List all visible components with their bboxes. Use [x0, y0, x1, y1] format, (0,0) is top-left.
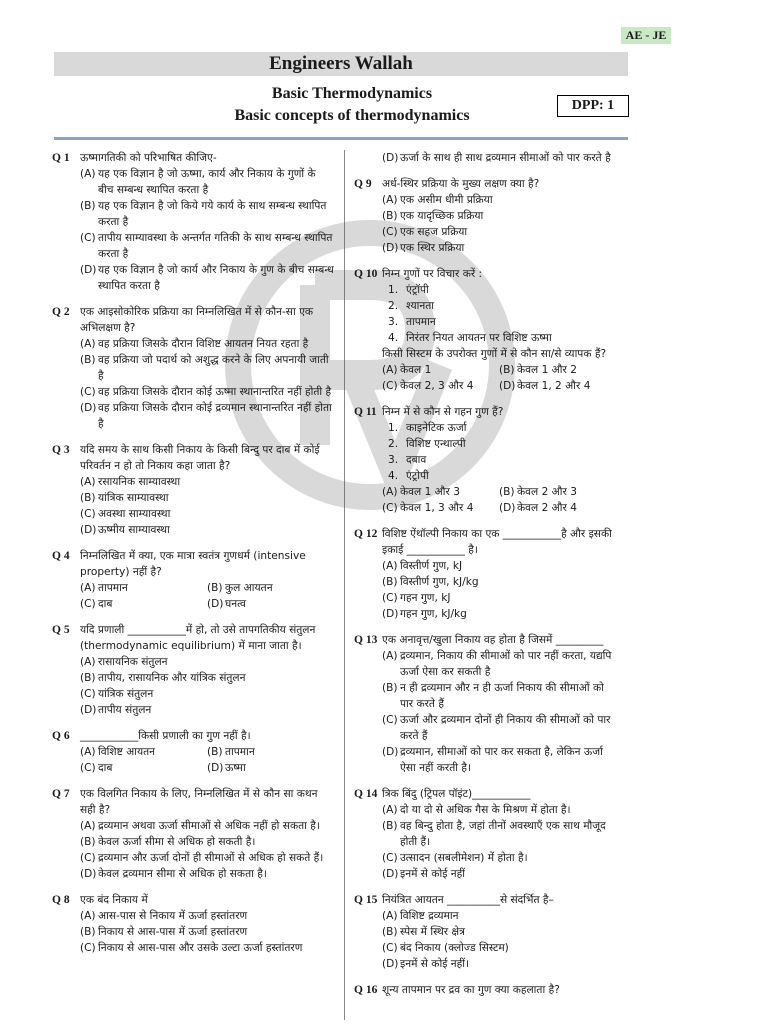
option-label: (C) — [382, 852, 398, 864]
option-label: (D) — [207, 598, 224, 610]
question-text: यदि समय के साथ किसी निकाय के किसी बिन्दु पर दाब में कोई परिवर्तन न हो तो निकाय कहा जाता है? — [80, 444, 320, 472]
option-b[interactable] — [52, 198, 334, 230]
option-label: (D) — [207, 762, 224, 774]
option-text: निकाय से आस-पास और उसके उल्टा ऊर्जा हस्तांतरण — [98, 942, 303, 954]
option-a[interactable] — [354, 648, 616, 680]
option-text: एक सहज प्रक्रिया — [400, 226, 468, 238]
item-text: विशिष्ट एन्थाल्पी — [406, 438, 466, 450]
option-label: (B) — [80, 672, 96, 684]
option-label: (D) — [80, 868, 97, 880]
option-d[interactable] — [207, 760, 334, 776]
item-number: 2. — [388, 438, 399, 450]
option-text: ऊष्मा — [225, 762, 246, 774]
option-text: केवल 1 और 3 — [400, 486, 460, 498]
option-row — [354, 484, 616, 500]
option-text: वह प्रक्रिया जिसके दौरान कोई ऊष्मा स्थानान्तरित नहीं होती है — [98, 386, 332, 398]
option-b[interactable] — [499, 484, 616, 500]
option-text: निकाय से आस-पास में ऊर्जा हस्तांतरण — [98, 926, 248, 938]
option-text: आस-पास से निकाय में ऊर्जा हस्तांतरण — [98, 910, 248, 922]
option-a[interactable] — [80, 744, 207, 760]
option-c[interactable] — [354, 940, 616, 956]
list-item — [354, 314, 616, 330]
option-text: न ही द्रव्यमान और न ही ऊर्जा निकाय की सीमाओं को पार करते हैं — [400, 682, 604, 710]
option-text: इनमें से कोई नहीं — [400, 868, 466, 880]
question-14 — [354, 786, 616, 882]
option-row — [354, 362, 616, 378]
option-text: यह एक विज्ञान है जो किये गये कार्य के साथ सम्बन्ध स्थापित करता है — [98, 200, 327, 228]
question-number: Q 7 — [52, 788, 70, 800]
option-a[interactable] — [354, 802, 616, 818]
option-label: (C) — [80, 688, 96, 700]
option-label: (A) — [382, 560, 398, 572]
item-number: 4. — [388, 470, 399, 482]
option-a[interactable] — [354, 908, 616, 924]
item-number: 3. — [388, 316, 399, 328]
option-a[interactable] — [52, 908, 334, 924]
option-text: यह एक विज्ञान है जो ऊष्मा, कार्य और निकाय के गुणों के बीच सम्बन्ध स्थापित करता है — [98, 168, 316, 196]
option-label: (D) — [80, 704, 97, 716]
question-6 — [52, 728, 334, 776]
option-b[interactable] — [354, 680, 616, 712]
question-number: Q 12 — [354, 528, 378, 540]
option-text: वह प्रक्रिया जिसके दौरान कोई द्रव्यमान स्थानान्तरित नहीं होता है — [98, 402, 332, 430]
question-13 — [354, 632, 616, 776]
option-label: (A) — [80, 746, 96, 758]
question-number: Q 15 — [354, 894, 378, 906]
option-label: (A) — [80, 820, 96, 832]
option-a[interactable] — [52, 166, 334, 198]
option-text: केवल ऊर्जा सीमा से अधिक हो सकती है। — [98, 836, 256, 848]
option-b[interactable] — [354, 924, 616, 940]
option-d[interactable] — [354, 866, 616, 882]
option-label: (C) — [80, 942, 96, 954]
option-text: ऊर्जा और द्रव्यमान दोनों ही निकाय की सीमाओं को पार करते हैं — [400, 714, 611, 742]
option-a[interactable] — [52, 654, 334, 670]
item-text: तापमान — [406, 316, 436, 328]
option-label: (D) — [382, 868, 399, 880]
topic-title: Basic concepts of thermodynamics — [234, 107, 470, 124]
question-text: एक बंद निकाय में — [80, 894, 148, 906]
option-text: केवल 2 और 4 — [517, 502, 577, 514]
option-c[interactable] — [80, 760, 207, 776]
list-item — [354, 330, 616, 346]
option-label: (A) — [382, 650, 398, 662]
option-label: (B) — [80, 354, 96, 366]
question-number: Q 4 — [52, 550, 70, 562]
question-number: Q 14 — [354, 788, 378, 800]
option-d[interactable] — [52, 400, 334, 432]
option-label: (B) — [499, 364, 515, 376]
option-c[interactable] — [354, 850, 616, 866]
subject-title: Basic Thermodynamics — [271, 85, 433, 102]
question-10 — [354, 266, 616, 394]
question-text: निम्नलिखित में क्या, एक मात्रा स्वतंत्र गुणधर्म (intensive property) नहीं है? — [80, 550, 306, 578]
question-4 — [52, 548, 334, 612]
question-16 — [354, 982, 616, 998]
option-label: (C) — [382, 592, 398, 604]
option-text: गहन गुण, kJ/kg — [400, 608, 467, 620]
option-label: (A) — [80, 910, 96, 922]
option-row — [52, 760, 334, 776]
option-d[interactable] — [52, 522, 334, 538]
option-label: (C) — [382, 502, 398, 514]
question-2 — [52, 304, 334, 432]
question-text-2: किसी सिस्टम के उपरोक्त गुणों में से कौन सा/से व्यापक हैं? — [382, 348, 607, 360]
option-c[interactable] — [52, 850, 334, 866]
option-label: (C) — [80, 852, 96, 864]
option-text: ऊष्मीय साम्यावस्था — [98, 524, 170, 536]
option-label: (A) — [80, 338, 96, 350]
option-b[interactable] — [52, 352, 334, 384]
option-text: केवल 2 और 3 — [517, 486, 577, 498]
option-label: (B) — [207, 746, 223, 758]
option-d[interactable] — [354, 240, 616, 256]
option-c[interactable] — [52, 940, 334, 956]
option-label: (C) — [382, 714, 398, 726]
question-number: Q 6 — [52, 730, 70, 742]
option-a[interactable] — [52, 474, 334, 490]
question-text: एक अनावृत्त/खुला निकाय वह होता है जिसमें _________ — [382, 634, 604, 646]
item-text: एंट्रोपी — [406, 470, 429, 482]
option-label: (C) — [80, 508, 96, 520]
option-text: रसायनिक साम्यावस्था — [98, 476, 181, 488]
option-label: (A) — [382, 804, 398, 816]
question-7 — [52, 786, 334, 882]
list-item — [354, 298, 616, 314]
option-b[interactable] — [52, 670, 334, 686]
option-c[interactable] — [52, 384, 334, 400]
option-label: (A) — [382, 364, 398, 376]
option-text: यह एक विज्ञान है जो कार्य और निकाय के गुण के बीच सम्बन्ध स्थापित करता है — [98, 264, 334, 292]
option-label: (B) — [382, 926, 398, 938]
option-text: एक यादृच्छिक प्रक्रिया — [400, 210, 484, 222]
option-row — [354, 500, 616, 516]
item-text: एंट्रॉपी — [406, 284, 429, 296]
question-3 — [52, 442, 334, 538]
option-label: (B) — [80, 926, 96, 938]
option-text: तापीय संतुलन — [98, 704, 152, 716]
question-text: नियंत्रित आयतन __________से संदर्भित है– — [382, 894, 554, 906]
option-row — [354, 378, 616, 394]
option-label: (B) — [382, 576, 398, 588]
question-number: Q 5 — [52, 624, 70, 636]
option-c[interactable] — [52, 686, 334, 702]
option-a[interactable] — [382, 362, 499, 378]
option-label: (B) — [80, 492, 96, 504]
option-text: तापीय साम्यावस्था के अन्तर्गत गतिकी के साथ सम्बन्ध स्थापित करता है — [98, 232, 333, 260]
option-label: (B) — [499, 486, 515, 498]
option-text: विशिष्ट द्रव्यमान — [400, 910, 459, 922]
item-number: 1. — [388, 284, 399, 296]
item-number: 4. — [388, 332, 399, 344]
option-label: (B) — [382, 682, 398, 694]
option-a[interactable] — [354, 192, 616, 208]
question-12 — [354, 526, 616, 622]
option-b[interactable] — [52, 834, 334, 850]
option-a[interactable] — [354, 558, 616, 574]
option-d[interactable] — [52, 702, 334, 718]
option-label: (C) — [80, 232, 96, 244]
question-8 — [52, 892, 334, 956]
option-label: (C) — [80, 386, 96, 398]
option-row — [52, 580, 334, 596]
option-text: केवल 2, 3 और 4 — [400, 380, 474, 392]
question-number: Q 2 — [52, 306, 70, 318]
option-b[interactable] — [354, 818, 616, 850]
option-text: अवस्था साम्यावस्था — [98, 508, 171, 520]
option-c[interactable] — [354, 590, 616, 606]
item-number: 1. — [388, 422, 399, 434]
question-number: Q 9 — [354, 178, 372, 190]
question-text: ऊष्मागतिकी को परिभाषित कीजिए- — [80, 152, 217, 164]
option-b[interactable] — [354, 208, 616, 224]
option-text: वह बिन्दु होता है, जहां तीनों अवस्थाएँ एक साथ मौजूद होती हैं। — [400, 820, 606, 848]
question-text: निम्न गुणों पर विचार करें : — [382, 268, 483, 280]
question-text: त्रिक बिंदु (ट्रिपल पॉइंट)___________ — [382, 788, 531, 800]
exam-tag: AE - JE — [621, 27, 671, 44]
option-label: (A) — [80, 656, 96, 668]
option-label: (D) — [80, 264, 97, 276]
option-a[interactable] — [382, 484, 499, 500]
question-number: Q 16 — [354, 984, 378, 996]
option-text: विस्तीर्ण गुण, kJ — [400, 560, 463, 572]
option-text: केवल 1, 2 और 4 — [517, 380, 591, 392]
question-text: विशिष्ट ऐंथॉल्पी निकाय का एक ___________है और इसकी इकाई ___________ है। — [382, 528, 612, 556]
option-text: इनमें से कोई नहीं। — [400, 958, 470, 970]
option-text: यांत्रिक साम्यावस्था — [98, 492, 169, 504]
option-b[interactable] — [52, 490, 334, 506]
question-text: यदि प्रणाली ___________में हो, तो उसे तापगतिकीय संतुलन (thermodynamic equilibrium) में माना जाता है। — [80, 624, 316, 652]
option-c[interactable] — [354, 712, 616, 744]
option-text: द्रव्यमान, निकाय की सीमाओं को पार नहीं करता, यद्यपि ऊर्जा ऐसा कर सकती है — [400, 650, 612, 678]
option-text: केवल 1 — [400, 364, 432, 376]
option-label: (B) — [382, 210, 398, 222]
list-item — [354, 436, 616, 452]
option-label: (D) — [382, 242, 399, 254]
option-c[interactable] — [382, 500, 499, 516]
option-label: (D) — [80, 402, 97, 414]
option-c[interactable] — [52, 506, 334, 522]
option-label: (D) — [80, 524, 97, 536]
item-text: श्यानता — [406, 300, 435, 312]
option-d[interactable] — [207, 596, 334, 612]
question-number: Q 8 — [52, 894, 70, 906]
option-text: विशिष्ट आयतन — [98, 746, 156, 758]
question-11 — [354, 404, 616, 516]
question-text: शून्य तापमान पर द्रव का गुण क्या कहलाता है? — [382, 984, 560, 996]
option-row — [52, 596, 334, 612]
question-text: एक विलगित निकाय के लिए, निम्नलिखित में से कौन सा कथन सही है? — [80, 788, 318, 816]
option-d[interactable] — [354, 150, 616, 166]
option-a[interactable] — [52, 818, 334, 834]
option-d[interactable] — [52, 262, 334, 294]
option-label: (B) — [80, 200, 96, 212]
option-b[interactable] — [207, 580, 334, 596]
question-15 — [354, 892, 616, 972]
item-number: 2. — [388, 300, 399, 312]
option-label: (A) — [80, 582, 96, 594]
option-label: (D) — [499, 380, 516, 392]
option-text: गहन गुण, kJ — [400, 592, 451, 604]
option-text: केवल 1 और 2 — [517, 364, 577, 376]
list-item — [354, 420, 616, 436]
option-text: दाब — [98, 762, 113, 774]
option-label: (C) — [80, 762, 96, 774]
option-text: उत्सादन (सबलीमेशन) में होता है। — [400, 852, 528, 864]
option-a[interactable] — [52, 336, 334, 352]
option-label: (A) — [80, 476, 96, 488]
option-text: ऊर्जा के साथ ही साथ द्रव्यमान सीमाओं को पार करते है — [400, 152, 611, 164]
option-label: (D) — [499, 502, 516, 514]
item-text: काइनेटिक ऊर्जा — [406, 422, 467, 434]
option-text: यांत्रिक संतुलन — [98, 688, 154, 700]
option-d[interactable] — [499, 500, 616, 516]
option-label: (D) — [382, 152, 399, 164]
option-label: (C) — [80, 598, 96, 610]
option-d[interactable] — [354, 606, 616, 622]
option-c[interactable] — [354, 224, 616, 240]
option-label: (B) — [80, 836, 96, 848]
question-1 — [52, 150, 334, 294]
option-d[interactable] — [354, 744, 616, 776]
option-b[interactable] — [354, 574, 616, 590]
option-text: तापमान — [225, 746, 255, 758]
question-number: Q 10 — [354, 268, 378, 280]
item-text: निरंतर नियत आयतन पर विशिष्ट ऊष्मा — [406, 332, 552, 344]
question-number: Q 3 — [52, 444, 70, 456]
option-label: (D) — [382, 958, 399, 970]
option-c[interactable] — [80, 596, 207, 612]
question-number: Q 13 — [354, 634, 378, 646]
question-text: निम्न में से कौन से गहन गुण हैं? — [382, 406, 504, 418]
option-d[interactable] — [354, 956, 616, 972]
question-8-continued — [354, 150, 616, 166]
option-text: कुल आयतन — [225, 582, 273, 594]
list-item — [354, 452, 616, 468]
question-text: अर्ध-स्थिर प्रक्रिया के मुख्य लक्षण क्या है? — [382, 178, 540, 190]
question-9 — [354, 176, 616, 256]
option-b[interactable] — [207, 744, 334, 760]
option-label: (A) — [382, 486, 398, 498]
option-text: रासायनिक संतुलन — [98, 656, 168, 668]
option-b[interactable] — [52, 924, 334, 940]
option-text: एक असीम धीमी प्रक्रिया — [400, 194, 493, 206]
option-label: (A) — [382, 194, 398, 206]
question-text: एक आइसोकोरिक प्रक्रिया का निम्नलिखित में से कौन-सा एक अभिलक्षण है? — [80, 306, 314, 334]
option-text: केवल 1, 3 और 4 — [400, 502, 474, 514]
question-number: Q 1 — [52, 152, 70, 164]
option-d[interactable] — [52, 866, 334, 882]
item-text: दबाव — [406, 454, 427, 466]
dpp-badge: DPP: 1 — [557, 95, 629, 117]
option-text: तापमान — [98, 582, 128, 594]
right-column — [354, 150, 616, 1008]
option-text: बंद निकाय (क्लोज्ड सिस्टम) — [400, 942, 509, 954]
option-text: केवल द्रव्यमान सीमा से अधिक हो सकता है। — [98, 868, 267, 880]
option-text: स्पेस में स्थिर क्षेत्र — [400, 926, 465, 938]
option-a[interactable] — [80, 580, 207, 596]
option-c[interactable] — [382, 378, 499, 394]
option-text: विस्तीर्ण गुण, kJ/kg — [400, 576, 479, 588]
option-label: (D) — [382, 608, 399, 620]
option-text: दो या दो से अधिक गैस के मिश्रण में होता है। — [400, 804, 571, 816]
question-number: Q 11 — [354, 406, 377, 418]
header-divider — [54, 137, 628, 140]
option-text: घनत्व — [225, 598, 246, 610]
option-label: (A) — [80, 168, 96, 180]
brand-title: Engineers Wallah — [54, 52, 628, 76]
option-c[interactable] — [52, 230, 334, 262]
option-label: (A) — [382, 910, 398, 922]
left-column — [52, 150, 334, 966]
list-item — [354, 468, 616, 484]
option-label: (C) — [382, 942, 398, 954]
option-d[interactable] — [499, 378, 616, 394]
option-text: द्रव्यमान अथवा ऊर्जा सीमाओं से अधिक नहीं हो सकता है। — [98, 820, 320, 832]
option-label: (D) — [382, 746, 399, 758]
option-label: (C) — [382, 226, 398, 238]
option-label: (B) — [207, 582, 223, 594]
option-b[interactable] — [499, 362, 616, 378]
option-text: द्रव्यमान और ऊर्जा दोनों ही सीमाओं से अधिक हो सकते हैं। — [98, 852, 324, 864]
option-text: तापीय, रासायनिक और यांत्रिक संतुलन — [98, 672, 246, 684]
list-item — [354, 282, 616, 298]
question-text: ___________किसी प्रणाली का गुण नहीं है। — [80, 730, 251, 742]
option-label: (C) — [382, 380, 398, 392]
option-label: (B) — [382, 820, 398, 832]
option-row — [52, 744, 334, 760]
option-text: दाब — [98, 598, 113, 610]
option-text: एक स्थिर प्रक्रिया — [400, 242, 465, 254]
option-text: द्रव्यमान, सीमाओं को पार कर सकता है, लेकिन ऊर्जा ऐसा नहीं करती है। — [400, 746, 603, 774]
item-number: 3. — [388, 454, 399, 466]
question-5 — [52, 622, 334, 718]
option-text: वह प्रक्रिया जो पदार्थ को अशुद्ध करने के लिए अपनायी जाती है — [98, 354, 329, 382]
option-text: वह प्रक्रिया जिसके दौरान विशिष्ट आयतन नियत रहता है — [98, 338, 309, 350]
